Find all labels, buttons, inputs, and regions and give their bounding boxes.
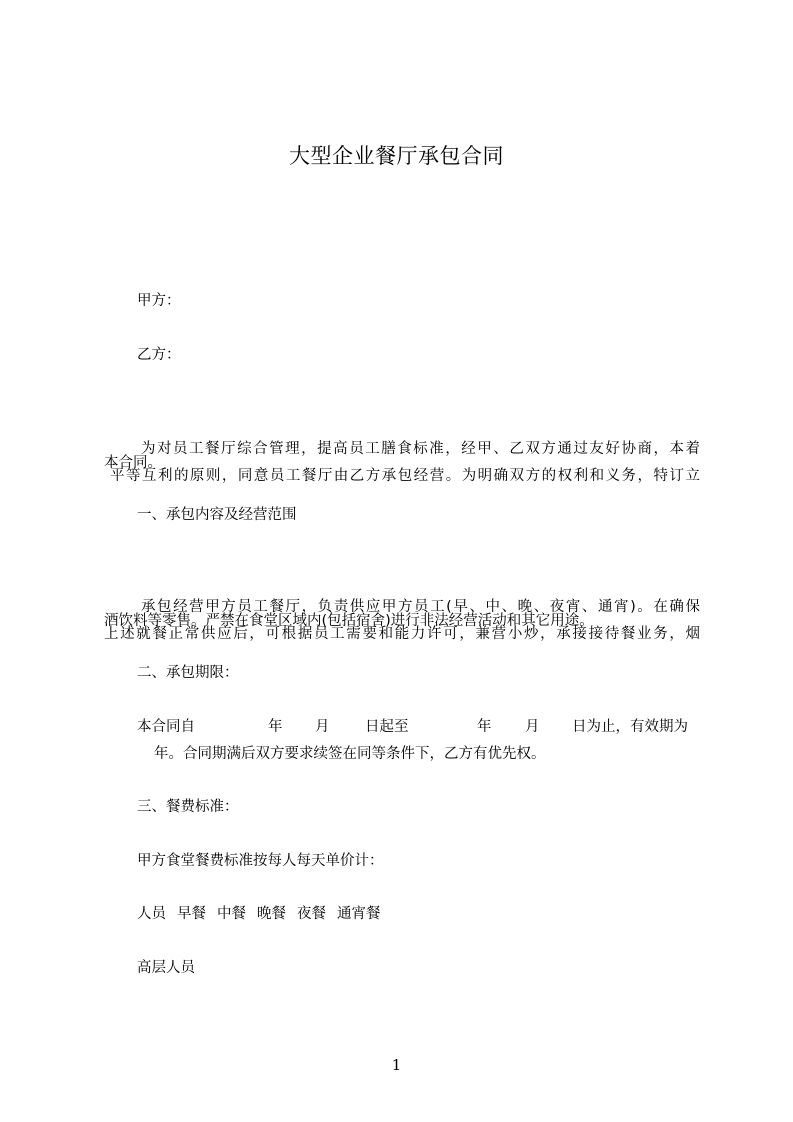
party-a-label: 甲方： (137, 293, 181, 309)
contract-title: 大型企业餐厅承包合同 (289, 144, 504, 168)
intro-line-1-text: 为对员工餐厅综合管理，提高员工膳食标准，经甲、乙双方通过友好协商，本着 (141, 441, 700, 457)
header-lunch: 中餐 (217, 906, 246, 922)
term-day-from: 日起至 (365, 719, 409, 735)
table-row-senior-staff: 高层人员 (137, 960, 195, 976)
page-number: 1 (391, 1056, 402, 1074)
term-line-2: 年。合同期满后双方要求续签在同等条件下，乙方有优先权。 (154, 746, 546, 762)
intro-line-2-text: 平等互利的原则，同意员工餐厅由乙方承包经营。为明确双方的权利和义务，特订立 (110, 468, 700, 484)
party-b-label: 乙方： (137, 347, 181, 363)
meal-fee-intro: 甲方食堂餐费标准按每人每天单价计： (137, 853, 384, 869)
header-overnight-meal: 通宵餐 (337, 906, 381, 922)
section1-line-2-text: 上述就餐正常供应后，可根据员工需要和能力许可，兼营小炒，承接接待餐业务，烟 (104, 626, 700, 642)
section2-heading: 二、承包期限： (137, 665, 239, 681)
section3-heading: 三、餐费标准： (137, 799, 239, 815)
header-night-meal: 夜餐 (297, 906, 326, 922)
section1-heading: 一、承包内容及经营范围 (137, 507, 297, 523)
header-dinner: 晚餐 (257, 906, 286, 922)
term-year-2: 年 (477, 719, 492, 735)
term-month-1: 月 (315, 719, 330, 735)
section1-line-3: 酒饮料等零售。严禁在食堂区域内(包括宿舍)进行非法经营活动和其它用途。 (104, 613, 594, 629)
section1-line-1-text: 承包经营甲方员工餐厅，负责供应甲方员工(早、中、晚、夜宵、通宵)。在确保 (141, 599, 700, 615)
term-month-2: 月 (525, 719, 540, 735)
header-staff: 人员 (137, 906, 166, 922)
term-day-to: 日为止，有效期为 (572, 719, 688, 735)
intro-line-3: 本合同。 (104, 455, 162, 471)
term-year-1: 年 (268, 719, 283, 735)
header-breakfast: 早餐 (177, 906, 206, 922)
term-prefix: 本合同自 (137, 719, 195, 735)
